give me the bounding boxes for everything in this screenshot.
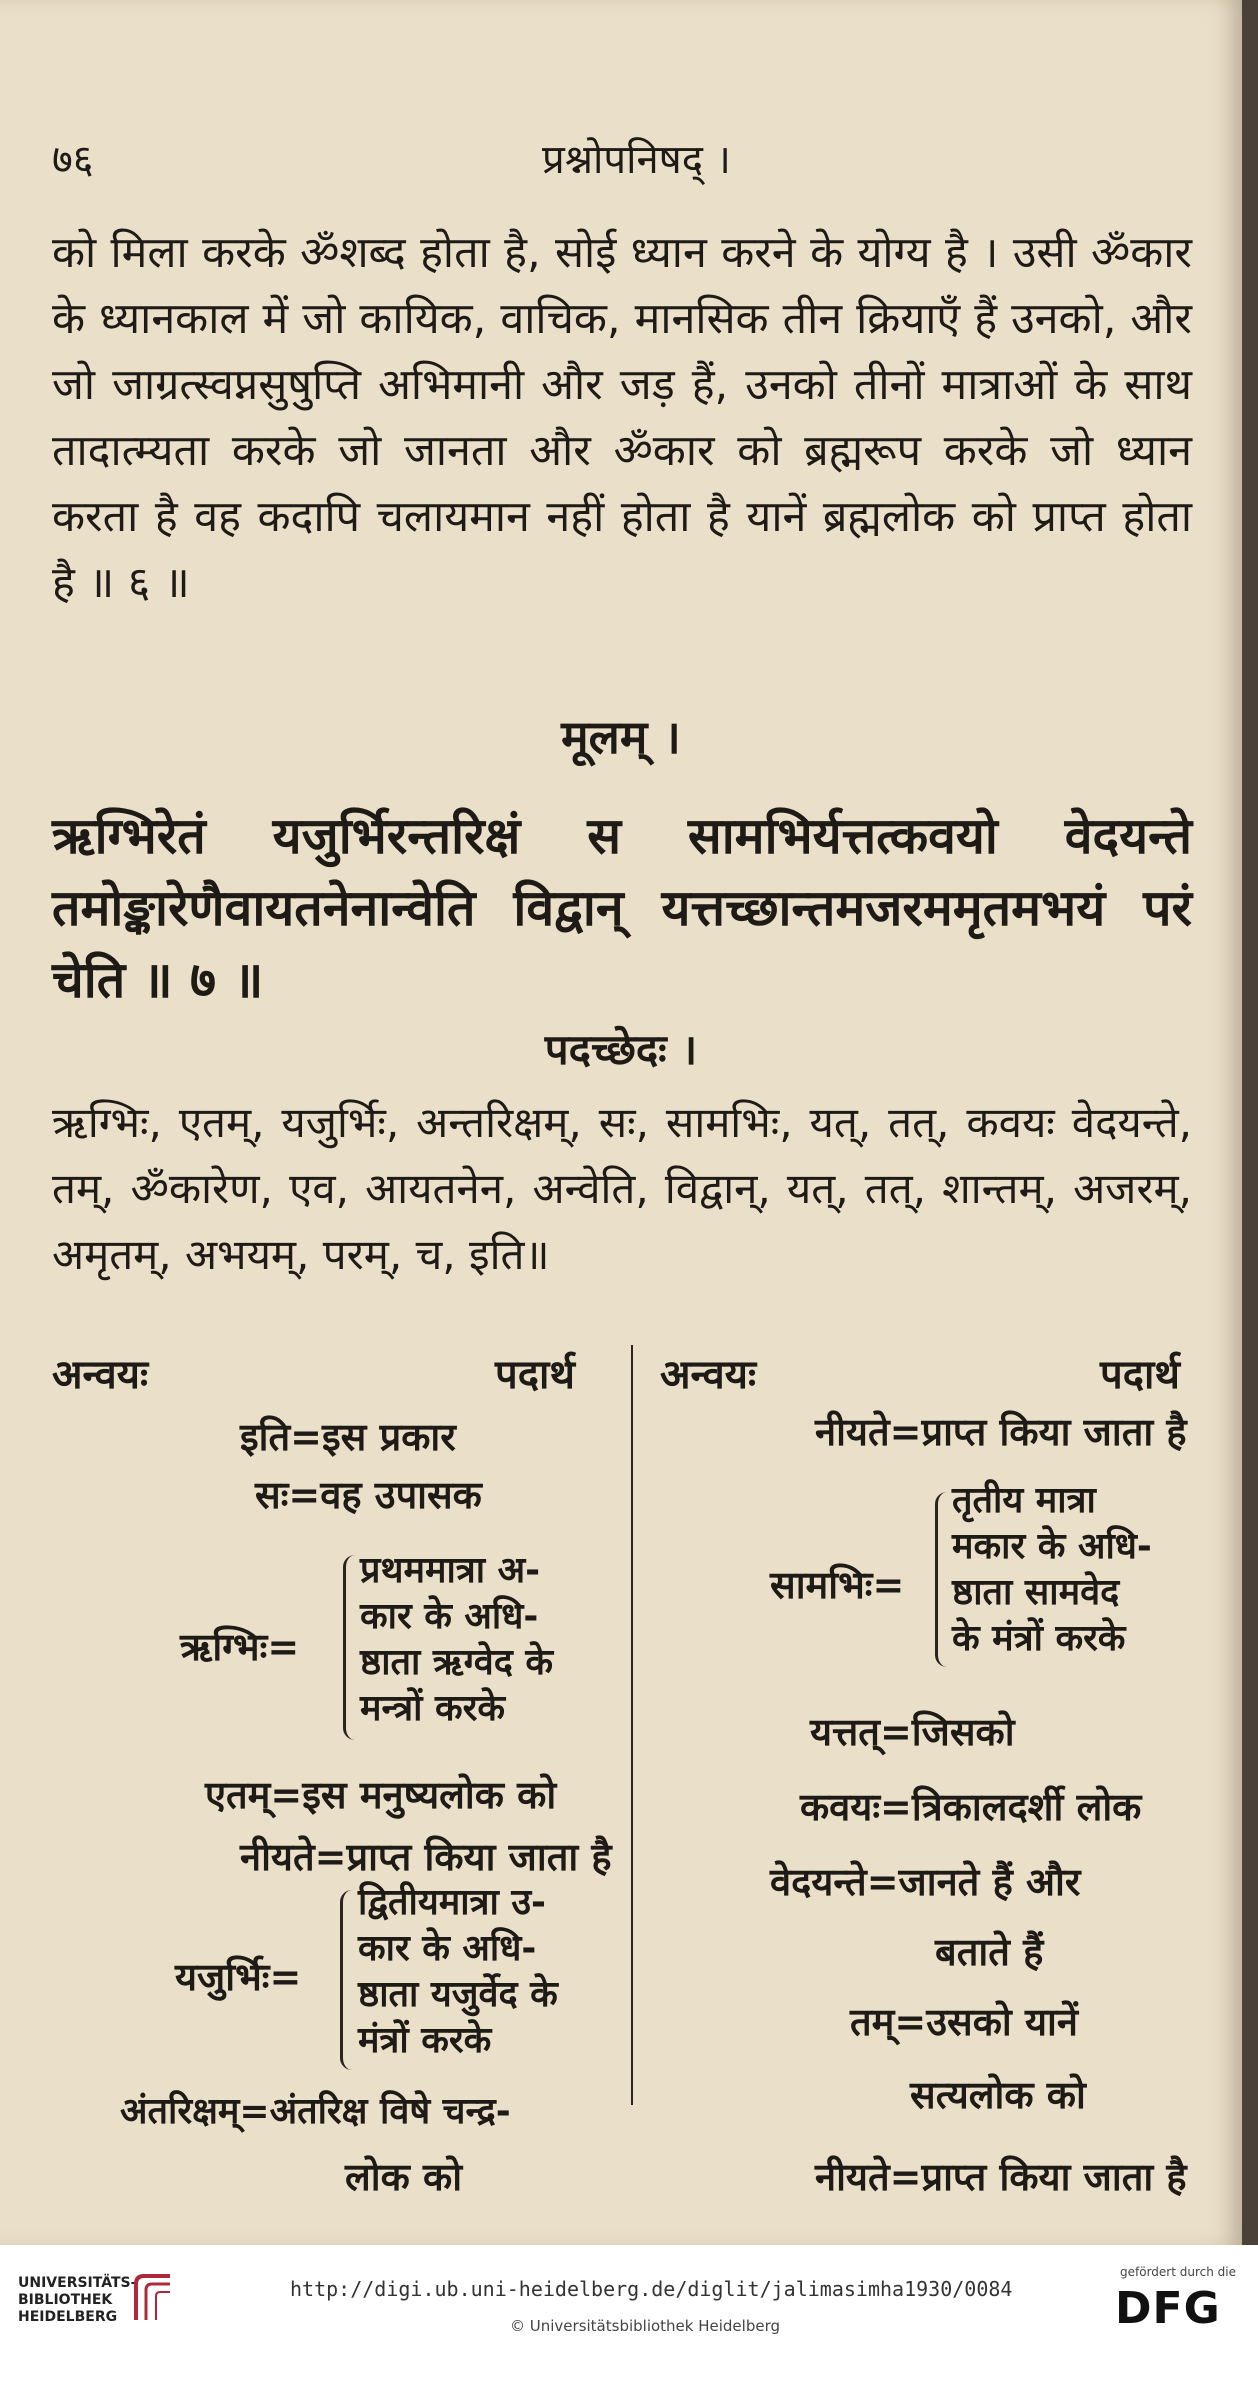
yajur-line: कार के अधि-: [358, 1928, 537, 1969]
yajur-line: मंत्रों करके: [358, 2020, 492, 2061]
rigbhi-line: ष्ठाता ऋग्वेद के: [360, 1642, 554, 1683]
left-rigbhi-lines: [360, 1548, 553, 1732]
left-row-niyate: नीयते=प्राप्त किया जाता है: [240, 1835, 612, 1879]
copyright-text: © Universitätsbibliothek Heidelberg: [510, 2317, 781, 2335]
left-yajur-brace: [340, 1890, 353, 2070]
padched-heading: पदच्छेदः ।: [544, 1025, 698, 1074]
library-line: UNIVERSITÄTS-: [18, 2275, 137, 2291]
right-row-kavayah: कवयः=त्रिकालदर्शी लोक: [800, 1785, 1142, 1829]
column-divider: [631, 1345, 633, 2105]
left-row-antariksham: अंतरिक्षम्=अंतरिक्ष विषे चन्द्र-: [120, 2091, 511, 2132]
mool-heading: मूलम् ।: [561, 710, 681, 764]
left-row-etam: एतम्=इस मनुष्यलोक को: [205, 1773, 557, 1817]
sam-line: तृतीय मात्रा: [952, 1480, 1096, 1521]
left-yajur-label: यजुर्भिः=: [175, 1955, 302, 1999]
library-logo-icon: [130, 2270, 176, 2326]
library-line: BIBLIOTHEK: [18, 2292, 113, 2308]
rigbhi-line: मन्त्रों करके: [360, 1688, 505, 1729]
yajur-line: द्वितीयमात्रा उ-: [358, 1882, 546, 1923]
library-name: [18, 2275, 136, 2326]
page-number: ७६: [52, 137, 94, 183]
sam-line: ष्ठाता सामवेद: [952, 1572, 1120, 1613]
rigbhi-line: प्रथममात्रा अ-: [360, 1550, 541, 1591]
right-sam-label: सामभिः=: [770, 1563, 905, 1607]
right-row-niyate-2: नीयते=प्राप्त किया जाता है: [815, 2155, 1187, 2199]
page-header: [52, 130, 1192, 190]
right-row-vedayante: वेदयन्ते=जानते हैं और: [770, 1860, 1081, 1904]
page-edge: [1242, 0, 1258, 2245]
left-anvaya-heading: अन्वयः: [52, 1352, 149, 1398]
dfg-logo: DFG: [1115, 2283, 1221, 2334]
left-row-lok: लोक को: [345, 2155, 463, 2199]
right-row-batate: बताते हैं: [935, 1930, 1044, 1974]
sam-line: के मंत्रों करके: [952, 1618, 1126, 1659]
left-yajur-lines: [358, 1880, 558, 2064]
right-row-satyalok: सत्यलोक को: [910, 2073, 1086, 2117]
mantra-verse: ऋग्भिरेतं यजुर्भिरन्तरिक्षं स सामभिर्यत्तत्कवयो वेदयन्ते तमोङ्कारेणैवायतनेनान्वेति विद्वान् यत्तच्छान्तमजरममृतमभयं परं चेति ॥ ७ ॥: [52, 807, 1192, 1009]
right-padarth-heading: पदार्थ: [1100, 1352, 1180, 1398]
sam-line: मकार के अधि-: [952, 1526, 1152, 1567]
viewer-footer: [0, 2245, 1258, 2389]
left-rigbhi-label: ऋग्भिः=: [180, 1625, 300, 1669]
padched-text: ऋग्भिः, एतम्, यजुर्भिः, अन्तरिक्षम्, सः, सामभिः, यत्, तत्, कवयः वेदयन्ते, तम्, ॐकारेण, एव, आयतनेन, अन्वेति, विद्वान्, यत्, तत्, शान्तम्, अजरम्, अमृतम्, अभयम्, परम्, च, इति॥: [52, 1098, 1192, 1279]
right-anvaya-heading: अन्वयः: [660, 1352, 757, 1398]
library-line: HEIDELBERG: [18, 2309, 118, 2325]
left-row-iti: इति=इस प्रकार: [240, 1415, 456, 1459]
left-rigbhi-brace: [343, 1555, 356, 1740]
commentary-paragraph: को मिला करके ॐशब्द होता है, सोई ध्यान करने के योग्य है । उसी ॐकार के ध्यानकाल में जो कायिक, वाचिक, मानसिक तीन क्रियाएँ हैं उनको, और जो जाग्रत्स्वप्नसुषुप्ति अभिमानी और जड़ हैं, उनको तीनों मात्राओं के साथ तादात्म्यता करके जो जानता और ॐकार को ब्रह्मरूप करके जो ध्यान करता है वह कदापि चलायमान नहीं होता है यानें ब्रह्मलोक को प्राप्त होता है ॥ ६ ॥: [52, 228, 1192, 608]
source-url-link[interactable]: http://digi.ub.uni-heidelberg.de/diglit/jalimasimha1930/0084: [290, 2277, 1013, 2301]
left-row-sah: सः=वह उपासक: [255, 1473, 482, 1517]
right-row-niyate: नीयते=प्राप्त किया जाता है: [815, 1410, 1187, 1454]
rigbhi-line: कार के अधि-: [360, 1596, 539, 1637]
left-padarth-heading: पदार्थ: [495, 1352, 575, 1398]
funding-text: gefördert durch die: [1120, 2265, 1236, 2279]
yajur-line: ष्ठाता यजुर्वेद के: [358, 1974, 558, 2015]
right-sam-brace: [935, 1492, 948, 1667]
right-row-tam: तम्=उसको यानें: [850, 2000, 1078, 2044]
running-title: प्रश्नोपनिषद् ।: [542, 137, 731, 183]
right-row-yattat: यत्तत्=जिसको: [810, 1710, 1015, 1754]
right-sam-lines: [952, 1478, 1152, 1662]
